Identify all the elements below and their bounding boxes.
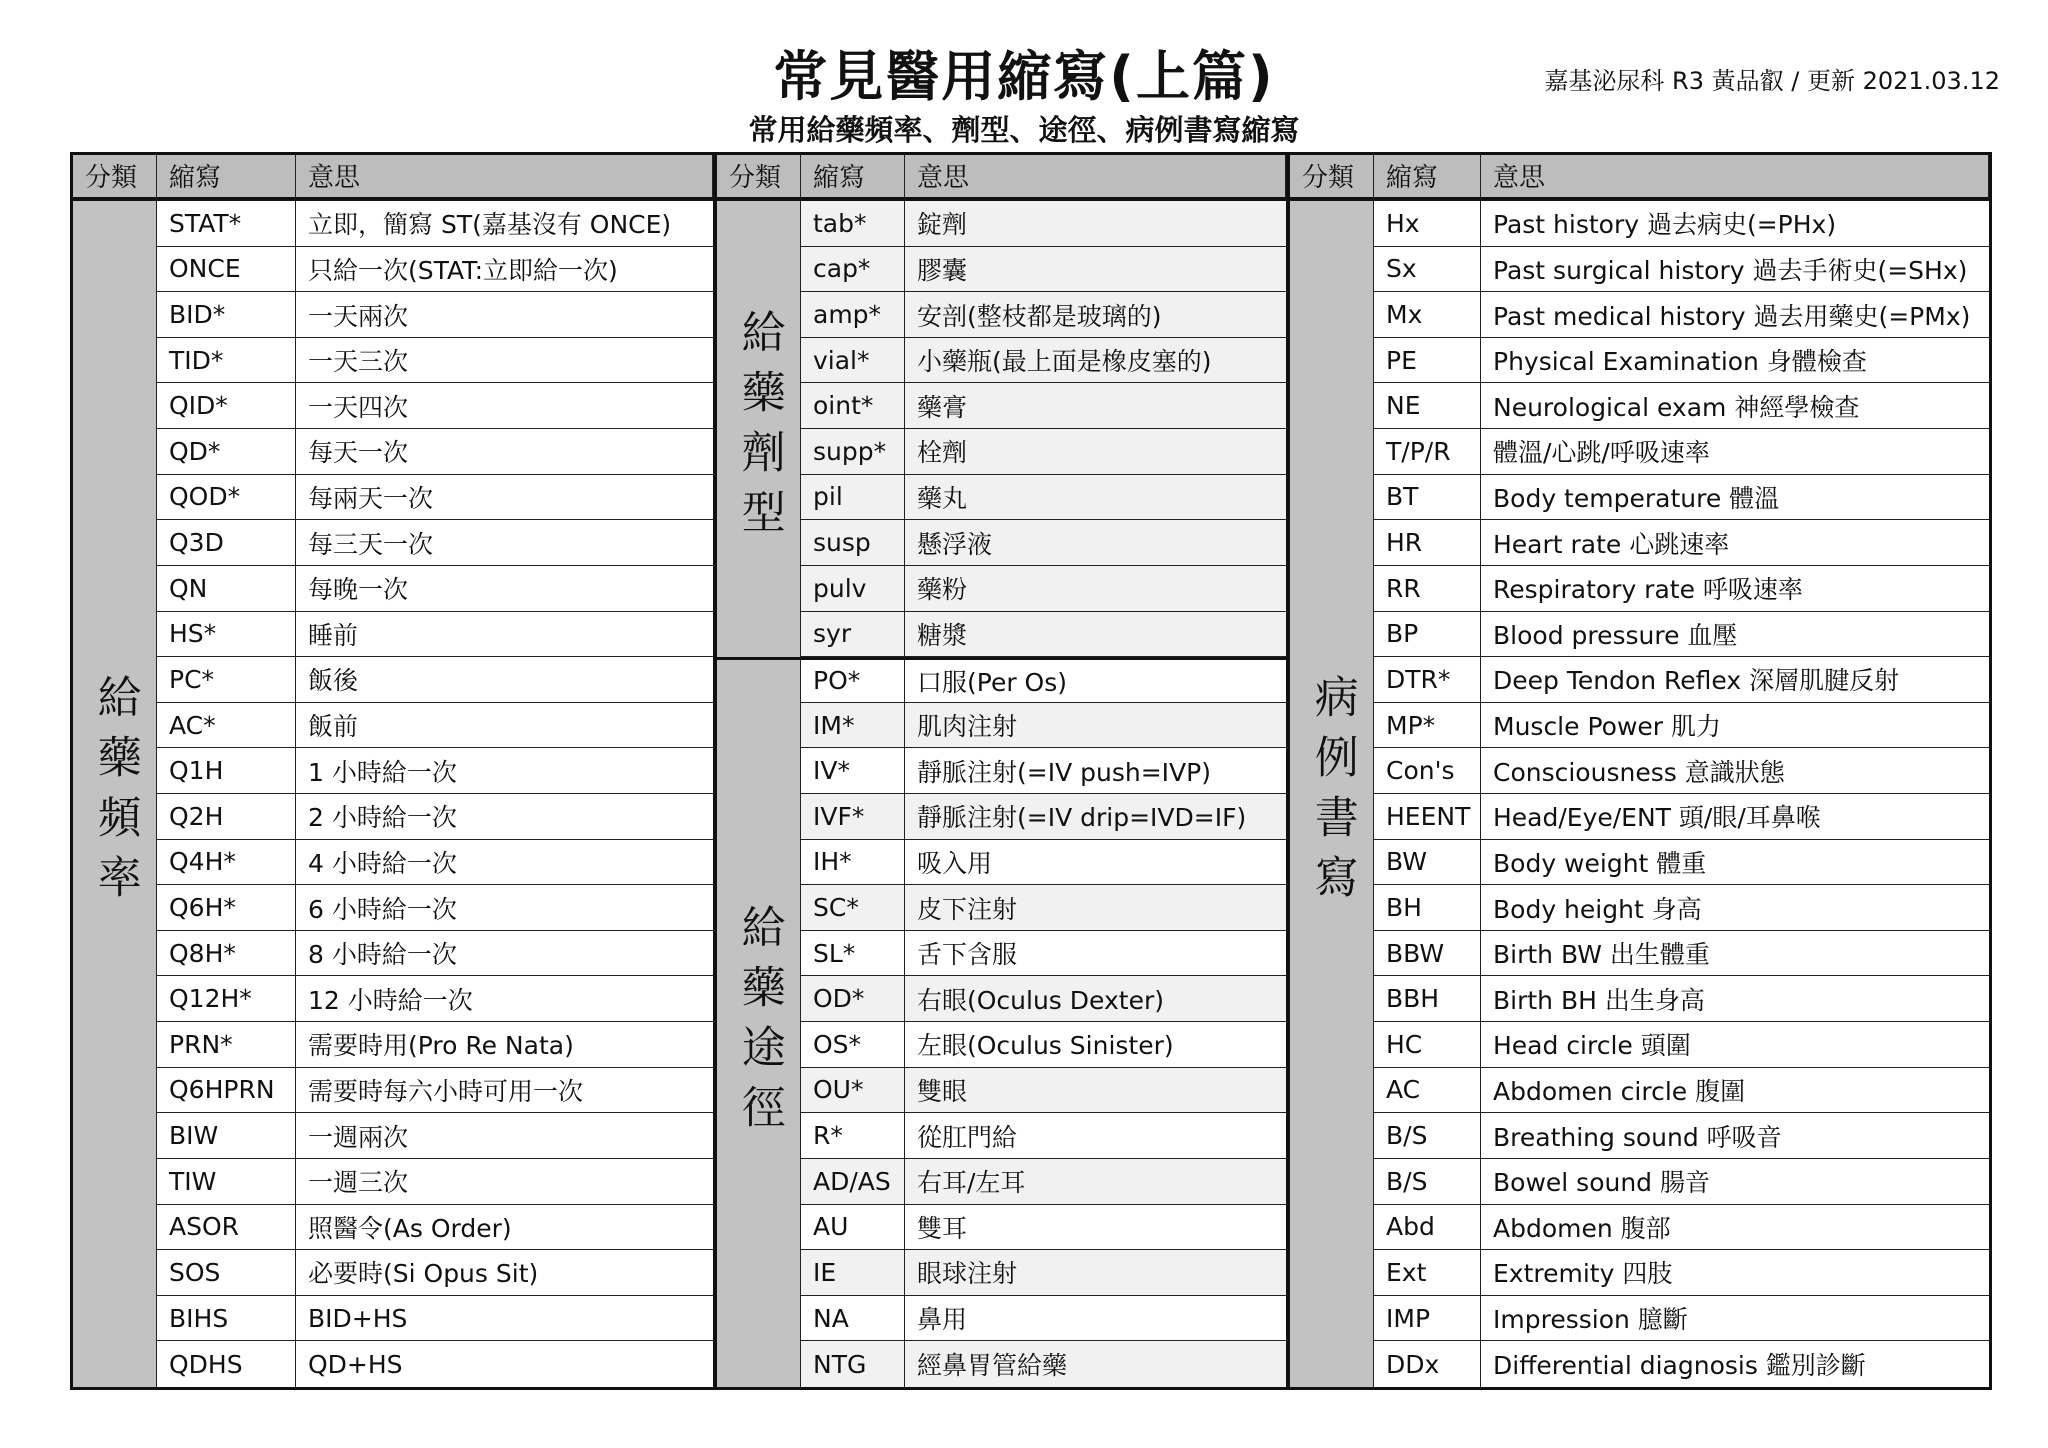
meaning: 需要時用(Pro Re Nata) — [296, 1022, 713, 1068]
abbreviation: pil — [801, 475, 905, 521]
meaning: 12 小時給一次 — [296, 976, 713, 1022]
meaning: 眼球注射 — [905, 1250, 1286, 1296]
meaning: 飯後 — [296, 657, 713, 703]
meaning: Abdomen 腹部 — [1481, 1205, 1989, 1251]
abbreviation: HS* — [157, 612, 296, 658]
abbreviation: PRN* — [157, 1022, 296, 1068]
abbreviation: SOS — [157, 1250, 296, 1296]
meaning: 鼻用 — [905, 1296, 1286, 1342]
meaning: Body height 身高 — [1481, 885, 1989, 931]
abbreviation: syr — [801, 612, 905, 658]
abbreviation: vial* — [801, 338, 905, 384]
meaning: 一週三次 — [296, 1159, 713, 1205]
meaning: Head circle 頭圍 — [1481, 1022, 1989, 1068]
header-abbr: 縮寫 — [157, 155, 296, 201]
meaning: Breathing sound 呼吸音 — [1481, 1113, 1989, 1159]
abbreviation: SL* — [801, 931, 905, 977]
meaning: Consciousness 意識狀態 — [1481, 748, 1989, 794]
meaning: 每三天一次 — [296, 520, 713, 566]
abbreviation: AC* — [157, 703, 296, 749]
abbreviation: Q2H — [157, 794, 296, 840]
abbreviation: Ext — [1374, 1250, 1481, 1296]
abbreviation: BIW — [157, 1113, 296, 1159]
abbreviation: MP* — [1374, 703, 1481, 749]
abbreviation: ONCE — [157, 247, 296, 293]
abbreviation: TID* — [157, 338, 296, 384]
abbreviation-table — [70, 152, 1992, 1390]
category-label: 給藥途徑 — [717, 657, 801, 1387]
panel-chart-writing — [1286, 155, 1989, 1387]
category-label: 給藥頻率 — [73, 201, 157, 1387]
author-and-date: 嘉基泌尿科 R3 黃品叡 / 更新 2021.03.12 — [1544, 67, 2000, 95]
meaning: Birth BW 出生體重 — [1481, 931, 1989, 977]
abbreviation: RR — [1374, 566, 1481, 612]
meaning: 8 小時給一次 — [296, 931, 713, 977]
abbreviation: HEENT — [1374, 794, 1481, 840]
meaning: Differential diagnosis 鑑別診斷 — [1493, 1351, 1866, 1381]
abbreviation: BW — [1374, 840, 1481, 886]
meaning: 2 小時給一次 — [296, 794, 713, 840]
meaning: 肌肉注射 — [905, 703, 1286, 749]
meaning: 膠囊 — [905, 247, 1286, 293]
abbreviation: B/S — [1374, 1159, 1481, 1205]
abbreviation: QID* — [157, 383, 296, 429]
meaning: 藥粉 — [905, 566, 1286, 612]
meaning: 皮下注射 — [905, 885, 1286, 931]
meaning: 1 小時給一次 — [296, 748, 713, 794]
meaning: QD+HS — [308, 1349, 403, 1379]
meaning: Bowel sound 腸音 — [1481, 1159, 1989, 1205]
meaning: Past history 過去病史(=PHx) — [1481, 201, 1989, 247]
abbreviation: IH* — [801, 840, 905, 886]
meaning: Past surgical history 過去手術史(=SHx) — [1481, 247, 1989, 293]
panel-form-route — [713, 155, 1286, 1387]
abbreviation: ASOR — [157, 1205, 296, 1251]
header-abbr: 縮寫 — [1374, 155, 1481, 201]
header-abbr: 縮寫 — [801, 155, 905, 201]
meaning: 舌下含服 — [905, 931, 1286, 977]
meaning: Body weight 體重 — [1481, 840, 1989, 886]
meaning: 靜脈注射(=IV push=IVP) — [905, 748, 1286, 794]
meaning: Extremity 四肢 — [1481, 1250, 1989, 1296]
meaning: 從肛門給 — [905, 1113, 1286, 1159]
abbreviation: BT — [1374, 475, 1481, 521]
meaning: 吸入用 — [905, 840, 1286, 886]
header-category: 分類 — [717, 155, 801, 201]
abbreviation: R* — [801, 1113, 905, 1159]
meaning: 6 小時給一次 — [296, 885, 713, 931]
abbreviation: OS* — [801, 1022, 905, 1068]
meaning: Neurological exam 神經學檢查 — [1481, 383, 1989, 429]
abbreviation: BBH — [1374, 976, 1481, 1022]
abbreviation: Hx — [1374, 201, 1481, 247]
meaning: 靜脈注射(=IV drip=IVD=IF) — [905, 794, 1286, 840]
meaning: 藥膏 — [905, 383, 1286, 429]
abbreviation: T/P/R — [1374, 429, 1481, 475]
header-category: 分類 — [73, 155, 157, 201]
abbreviation: cap* — [801, 247, 905, 293]
meaning: Muscle Power 肌力 — [1481, 703, 1989, 749]
abbreviation: IE — [801, 1250, 905, 1296]
meaning: Respiratory rate 呼吸速率 — [1481, 566, 1989, 612]
meaning: 雙眼 — [905, 1068, 1286, 1114]
abbreviation: Q6HPRN — [157, 1068, 296, 1114]
abbreviation: Q8H* — [157, 931, 296, 977]
meaning: 一週兩次 — [296, 1113, 713, 1159]
abbreviation: PO* — [801, 657, 905, 703]
meaning: Deep Tendon Reflex 深層肌腱反射 — [1481, 657, 1989, 703]
abbreviation: PC* — [157, 657, 296, 703]
abbreviation: NE — [1374, 383, 1481, 429]
meaning: 4 小時給一次 — [296, 840, 713, 886]
abbreviation: amp* — [801, 292, 905, 338]
meaning: Past medical history 過去用藥史(=PMx) — [1481, 292, 1989, 338]
page-subtitle: 常用給藥頻率、劑型、途徑、病例書寫縮寫 — [748, 113, 1300, 147]
abbreviation: BIHS — [157, 1296, 296, 1342]
abbreviation: AC — [1374, 1068, 1481, 1114]
page-title: 常見醫用縮寫(上篇) — [773, 45, 1275, 108]
meaning: Blood pressure 血壓 — [1481, 612, 1989, 658]
abbreviation: Abd — [1374, 1205, 1481, 1251]
abbreviation: DDx — [1374, 1341, 1481, 1387]
meaning: Heart rate 心跳速率 — [1481, 520, 1989, 566]
meaning: 只給一次(STAT:立即給一次) — [296, 247, 713, 293]
abbreviation: supp* — [801, 429, 905, 475]
meaning: 照醫令(As Order) — [296, 1205, 713, 1251]
meaning: 一天兩次 — [296, 292, 713, 338]
meaning: 睡前 — [296, 612, 713, 658]
meaning: Physical Examination 身體檢查 — [1481, 338, 1989, 384]
meaning: 栓劑 — [905, 429, 1286, 475]
abbreviation: BBW — [1374, 931, 1481, 977]
abbreviation: tab* — [801, 201, 905, 247]
meaning: 雙耳 — [905, 1205, 1286, 1251]
abbreviation: NA — [801, 1296, 905, 1342]
abbreviation: OD* — [801, 976, 905, 1022]
abbreviation: STAT* — [157, 201, 296, 247]
category-label: 給藥劑型 — [717, 201, 801, 657]
abbreviation: IVF* — [801, 794, 905, 840]
abbreviation: Con's — [1374, 748, 1481, 794]
meaning: 體溫/心跳/呼吸速率 — [1481, 429, 1989, 475]
meaning: Body temperature 體溫 — [1481, 475, 1989, 521]
abbreviation: Q6H* — [157, 885, 296, 931]
abbreviation: Q3D — [157, 520, 296, 566]
abbreviation: AU — [801, 1205, 905, 1251]
abbreviation: Q4H* — [157, 840, 296, 886]
abbreviation: NTG — [801, 1341, 905, 1387]
abbreviation: HC — [1374, 1022, 1481, 1068]
meaning: Head/Eye/ENT 頭/眼/耳鼻喉 — [1481, 794, 1989, 840]
meaning: 藥丸 — [905, 475, 1286, 521]
abbreviation: IV* — [801, 748, 905, 794]
abbreviation: oint* — [801, 383, 905, 429]
abbreviation: OU* — [801, 1068, 905, 1114]
abbreviation: Q12H* — [157, 976, 296, 1022]
abbreviation: QD* — [157, 429, 296, 475]
meaning: 需要時每六小時可用一次 — [296, 1068, 713, 1114]
abbreviation: SC* — [801, 885, 905, 931]
abbreviation: QDHS — [157, 1341, 296, 1387]
meaning: 立即，簡寫 ST(嘉基沒有 ONCE) — [296, 201, 713, 247]
abbreviation: IMP — [1374, 1296, 1481, 1342]
abbreviation: DTR* — [1374, 657, 1481, 703]
meaning: 錠劑 — [905, 201, 1286, 247]
meaning: Impression 臆斷 — [1481, 1296, 1989, 1342]
meaning: 經鼻胃管給藥 — [905, 1341, 1286, 1387]
meaning: 每兩天一次 — [296, 475, 713, 521]
meaning: Birth BH 出生身高 — [1481, 976, 1989, 1022]
header-meaning: 意思 — [1481, 155, 1989, 201]
abbreviation: Q1H — [157, 748, 296, 794]
abbreviation: BP — [1374, 612, 1481, 658]
abbreviation: QN — [157, 566, 296, 612]
meaning: 右眼(Oculus Dexter) — [905, 976, 1286, 1022]
meaning: 小藥瓶(最上面是橡皮塞的) — [905, 338, 1286, 384]
category-label: 病例書寫 — [1290, 201, 1374, 1387]
header-meaning: 意思 — [905, 155, 1286, 201]
abbreviation: AD/AS — [801, 1159, 905, 1205]
meaning: BID+HS — [296, 1296, 713, 1342]
header-category: 分類 — [1290, 155, 1374, 201]
header-meaning: 意思 — [296, 155, 713, 201]
meaning: 懸浮液 — [905, 520, 1286, 566]
meaning: Abdomen circle 腹圍 — [1481, 1068, 1989, 1114]
meaning: 必要時(Si Opus Sit) — [296, 1250, 713, 1296]
abbreviation: PE — [1374, 338, 1481, 384]
meaning: 飯前 — [296, 703, 713, 749]
meaning: 安剖(整枝都是玻璃的) — [905, 292, 1286, 338]
meaning: 每天一次 — [296, 429, 713, 475]
abbreviation: Mx — [1374, 292, 1481, 338]
abbreviation: QOD* — [157, 475, 296, 521]
abbreviation: BH — [1374, 885, 1481, 931]
abbreviation: IM* — [801, 703, 905, 749]
meaning: 口服(Per Os) — [905, 657, 1286, 703]
meaning: 一天三次 — [296, 338, 713, 384]
abbreviation: BID* — [157, 292, 296, 338]
abbreviation: B/S — [1374, 1113, 1481, 1159]
abbreviation: pulv — [801, 566, 905, 612]
meaning: 糖漿 — [905, 612, 1286, 658]
meaning: 左眼(Oculus Sinister) — [905, 1022, 1286, 1068]
abbreviation: HR — [1374, 520, 1481, 566]
meaning: 右耳/左耳 — [905, 1159, 1286, 1205]
abbreviation: Sx — [1374, 247, 1481, 293]
abbreviation: susp — [801, 520, 905, 566]
meaning: 每晚一次 — [296, 566, 713, 612]
meaning: 一天四次 — [296, 383, 713, 429]
panel-frequency — [73, 155, 713, 1387]
abbreviation: TIW — [157, 1159, 296, 1205]
